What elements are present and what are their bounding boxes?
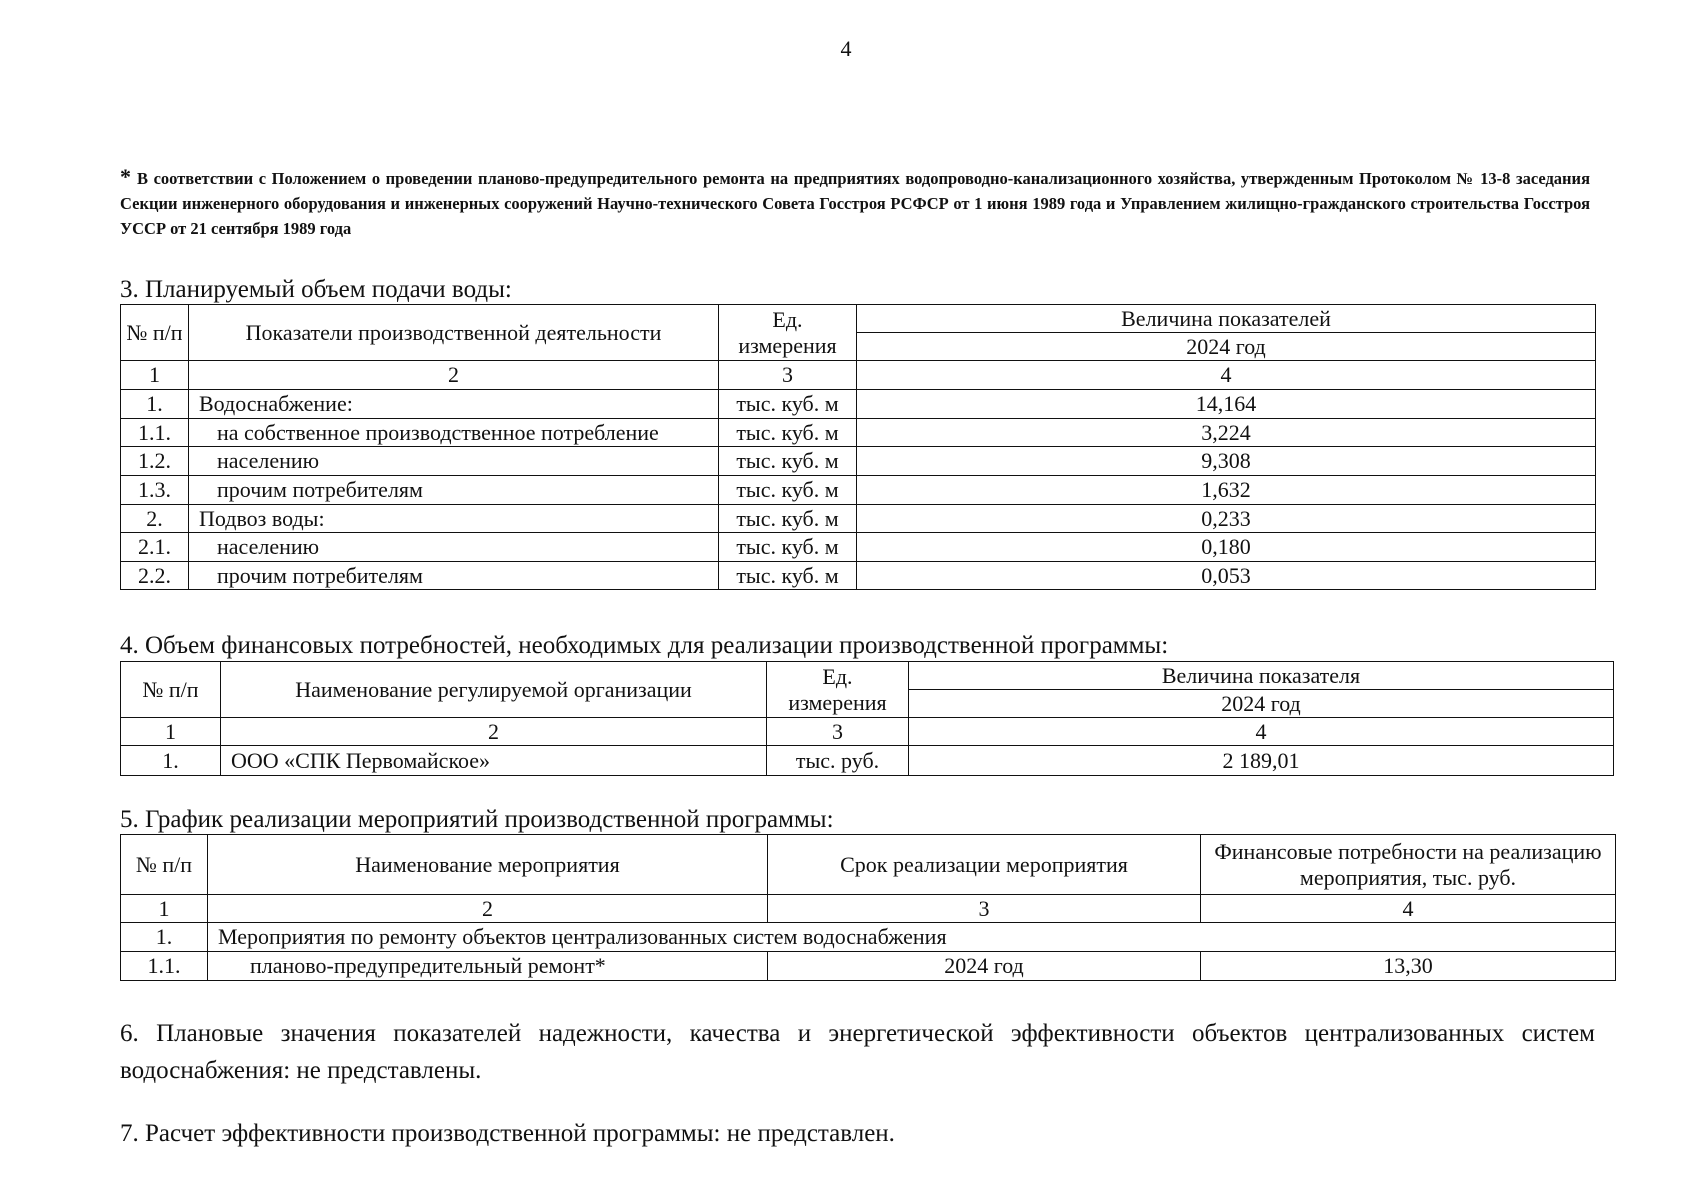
table-row [121,746,1614,776]
row-name: населению [189,533,719,562]
row-num: 1. [121,923,208,952]
header-finance: Финансовые потребности на реализацию мероприятия, тыс. руб. [1201,835,1616,895]
row-unit: тыс. куб. м [719,562,857,590]
header-year: 2024 год [909,690,1614,718]
column-number: 1 [121,361,189,390]
row-num: 2. [121,505,189,533]
header-unit: Ед. измерения [767,662,909,718]
row-value: 2 189,01 [909,746,1614,776]
table-header-row [121,305,1596,333]
row-num: 2.2. [121,562,189,590]
row-value: 9,308 [857,447,1596,476]
column-number-row [121,718,1614,746]
row-finance: 13,30 [1201,952,1616,981]
table-row [121,533,1596,562]
row-name: населению [189,447,719,476]
row-name: Подвоз воды: [189,505,719,533]
header-value: Величина показателя [909,662,1614,690]
row-unit: тыс. куб. м [719,476,857,505]
column-number: 3 [768,895,1201,923]
row-unit: тыс. руб. [767,746,909,776]
column-number: 1 [121,895,208,923]
row-num: 1. [121,390,189,419]
table-row [121,447,1596,476]
row-org-name: ООО «СПК Первомайское» [221,746,767,776]
row-term: 2024 год [768,952,1201,981]
row-value: 0,180 [857,533,1596,562]
row-name: Водоснабжение: [189,390,719,419]
row-value: 0,233 [857,505,1596,533]
header-num: № п/п [121,662,221,718]
section-6-text: 6. Плановые значения показателей надежности, качества и энергетической эффективности объектов централизованных систем водоснабжения: не представлены. [120,1020,1595,1084]
row-num: 1.3. [121,476,189,505]
row-value: 14,164 [857,390,1596,419]
header-value: Величина показателей [857,305,1596,333]
column-number: 4 [857,361,1596,390]
column-number: 2 [208,895,768,923]
column-number: 2 [189,361,719,390]
row-unit: тыс. куб. м [719,390,857,419]
section-3-title: 3. Планируемый объем подачи воды: [120,276,512,303]
table-row [121,505,1596,533]
table-row [121,390,1596,419]
column-number: 4 [1201,895,1616,923]
water-supply-table [120,304,1596,590]
financial-needs-table [120,661,1614,776]
column-number: 3 [719,361,857,390]
group-name: Мероприятия по ремонту объектов централизованных систем водоснабжения [208,923,1616,952]
footnote-marker: * [120,164,131,189]
table-row [121,562,1596,590]
row-unit: тыс. куб. м [719,505,857,533]
header-indicator: Показатели производственной деятельности [189,305,719,361]
row-unit: тыс. куб. м [719,419,857,447]
row-name: прочим потребителям [189,562,719,590]
row-num: 2.1. [121,533,189,562]
row-num: 1. [121,746,221,776]
table-group-row [121,923,1616,952]
header-org: Наименование регулируемой организации [221,662,767,718]
row-name: на собственное производственное потребление [189,419,719,447]
column-number: 3 [767,718,909,746]
header-unit: Ед. измерения [719,305,857,361]
row-num: 1.1. [121,419,189,447]
row-value: 1,632 [857,476,1596,505]
section-4-title: 4. Объем финансовых потребностей, необходимых для реализации производственной программы: [120,632,1169,659]
column-number: 1 [121,718,221,746]
table-row [121,952,1616,981]
section-5-title: 5. График реализации мероприятий производственной программы: [120,806,834,833]
column-number: 2 [221,718,767,746]
row-name: прочим потребителям [189,476,719,505]
table-header-row [121,662,1614,690]
footnote [120,164,1590,241]
header-name: Наименование мероприятия [208,835,768,895]
row-num: 1.2. [121,447,189,476]
header-term: Срок реализации мероприятия [768,835,1201,895]
column-number-row [121,361,1596,390]
row-name: планово-предупредительный ремонт* [208,952,768,981]
header-num: № п/п [121,835,208,895]
row-value: 0,053 [857,562,1596,590]
row-unit: тыс. куб. м [719,447,857,476]
header-num: № п/п [121,305,189,361]
row-num: 1.1. [121,952,208,981]
section-7-text: 7. Расчет эффективности производственной программы: не представлен. [120,1120,895,1147]
footnote-text: В соответствии с Положением о проведении планово-предупредительного ремонта на предприятиях водопроводно-канализационного хозяйства, утвержденным Протоколом № 13-8 заседания Секции инженерного оборудования и инженерных сооружений Научно-технического Совета Госстроя РСФСР от 1 июня 1989 года и Управлением жилищно-гражданского строительства Госстроя УССР от 21 сентября 1989 года [120,169,1590,238]
column-number-row [121,895,1616,923]
table-row [121,476,1596,505]
table-row [121,419,1596,447]
header-year: 2024 год [857,333,1596,361]
schedule-table [120,834,1616,981]
row-unit: тыс. куб. м [719,533,857,562]
row-value: 3,224 [857,419,1596,447]
table-header-row [121,835,1616,895]
column-number: 4 [909,718,1614,746]
page-number: 4 [840,36,852,61]
